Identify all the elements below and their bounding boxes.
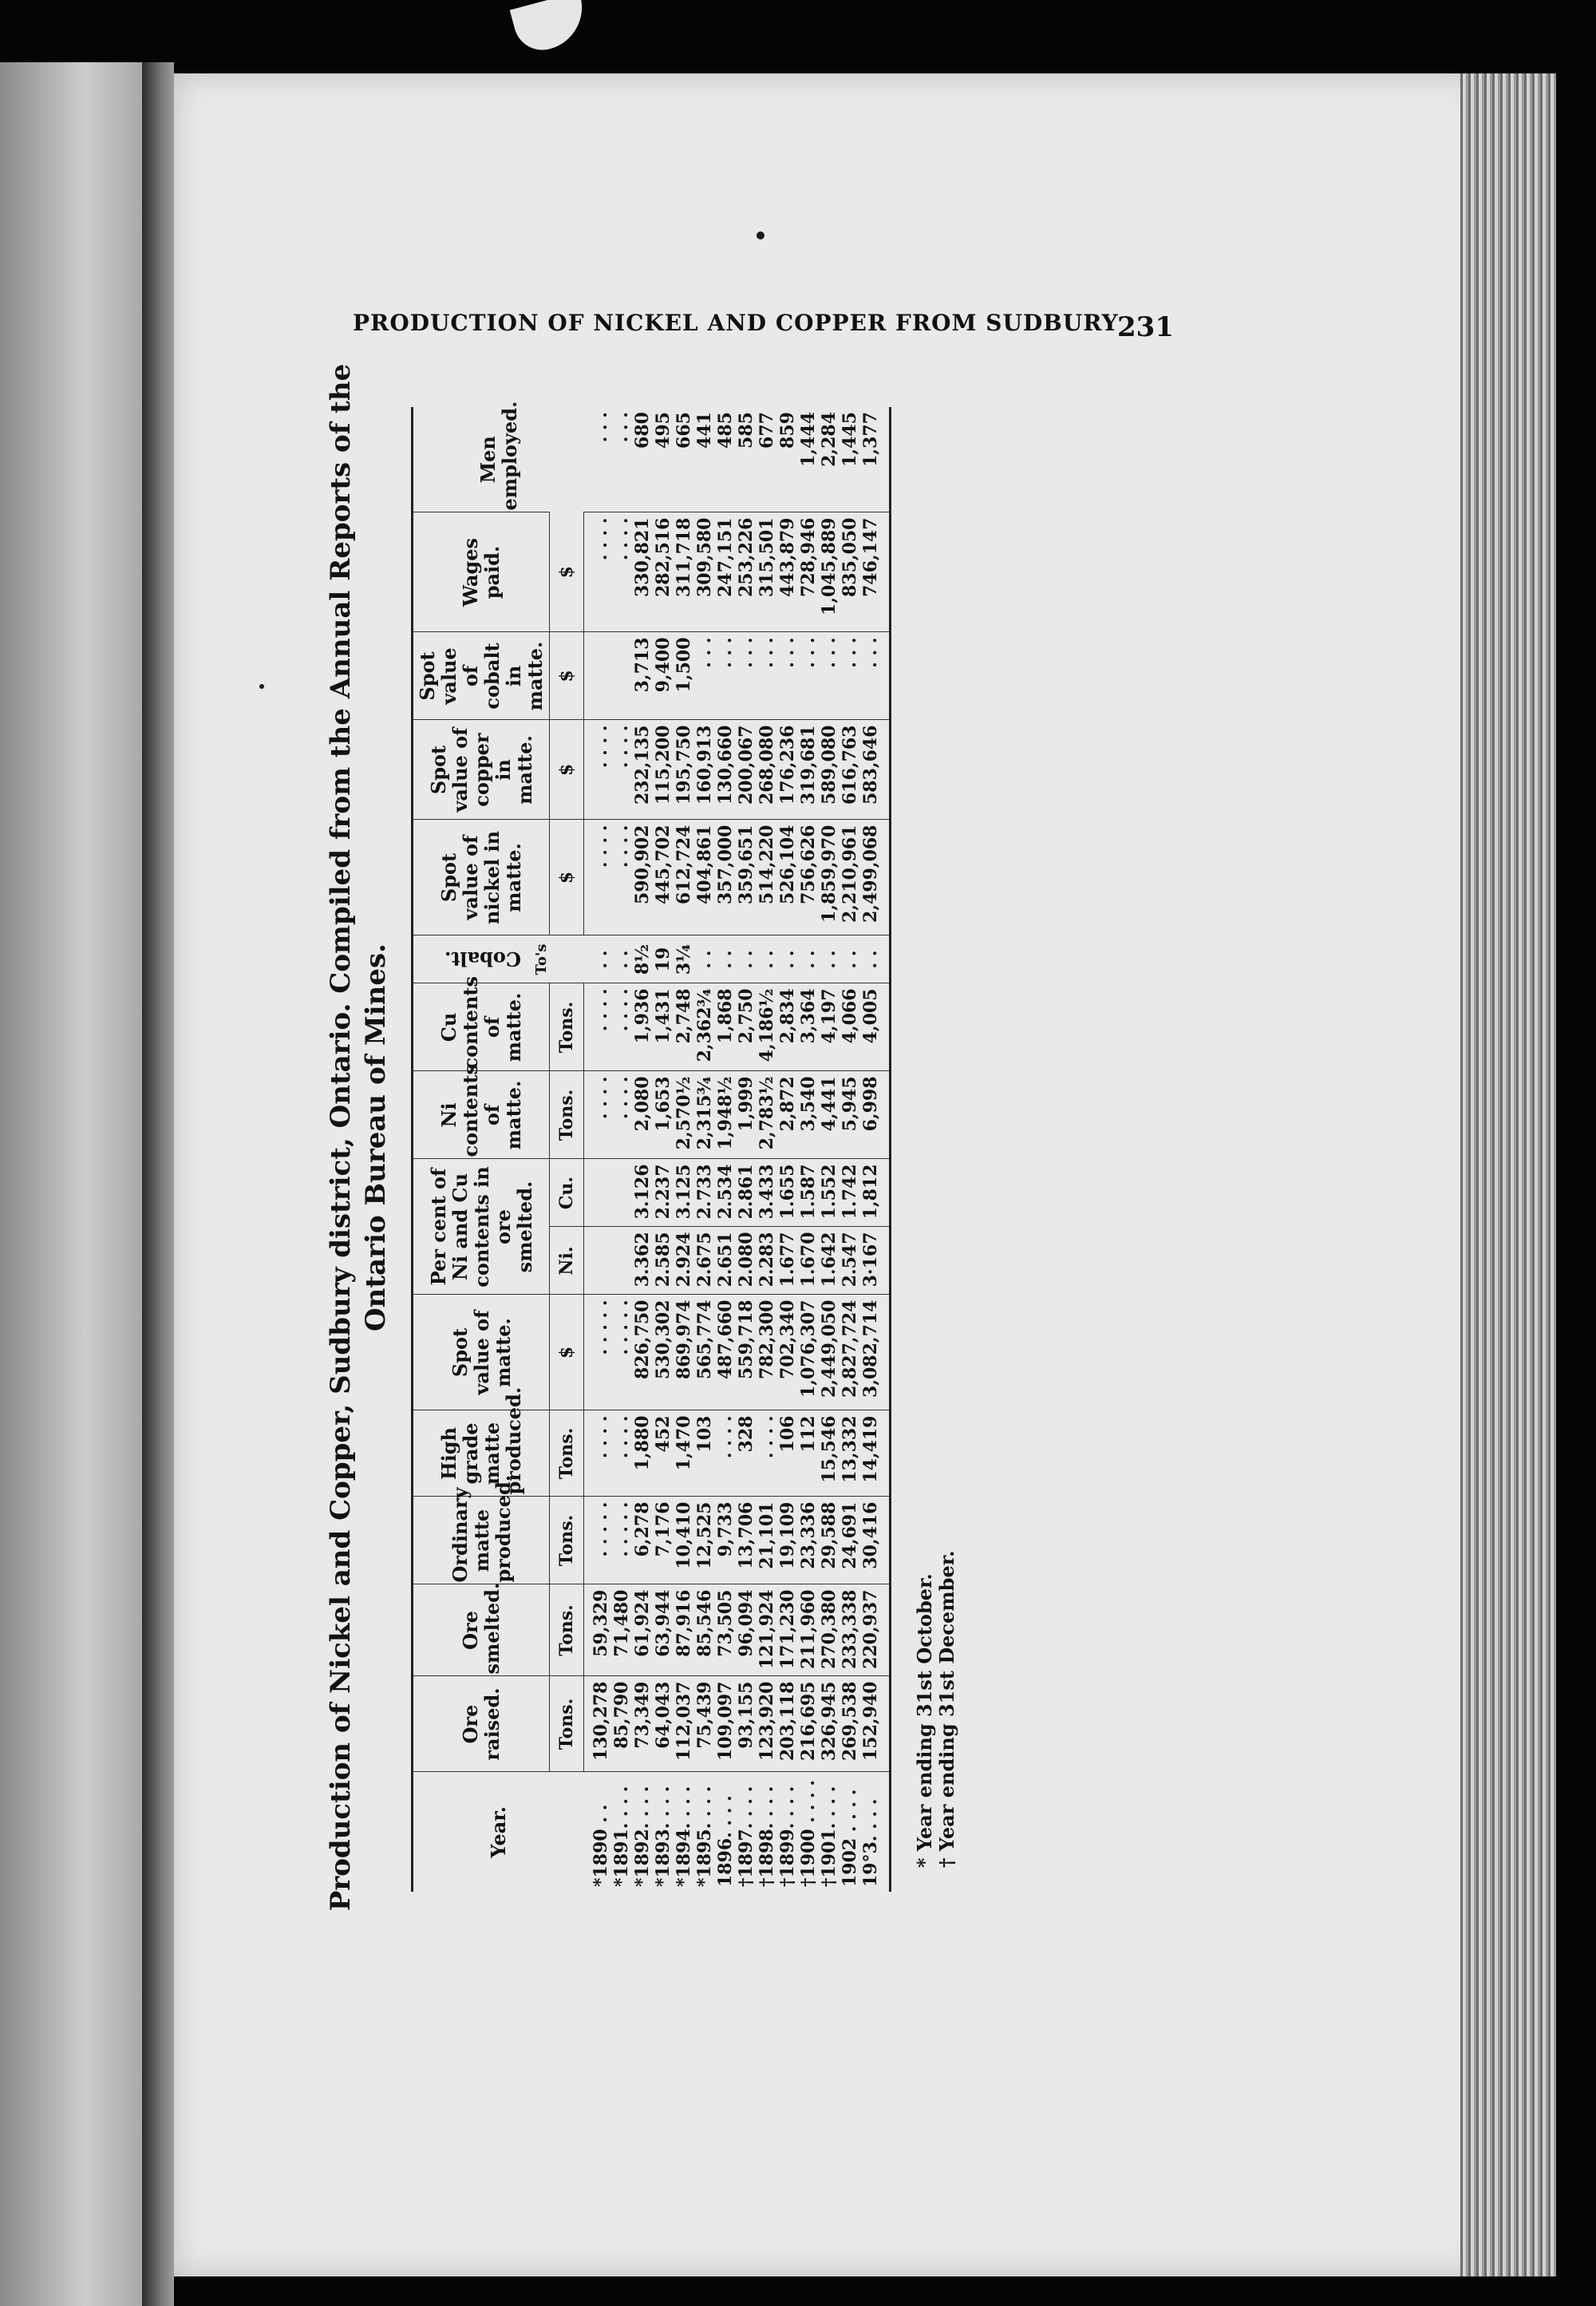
- table-body: [584, 407, 891, 1892]
- cell-cu: [584, 1159, 612, 1227]
- col-ore-smelted-header: Ore smelted.: [413, 1584, 550, 1676]
- cell-cu: 2.861: [736, 1159, 757, 1227]
- cell-ore-raised: 152,940: [860, 1676, 891, 1772]
- cell-men: 485: [715, 412, 736, 449]
- cell-spot-ni: 445,702: [653, 820, 674, 935]
- cell-men: 680: [632, 412, 653, 449]
- cell-cu-cont: 4,197: [819, 983, 839, 1071]
- cell-cu: [611, 1159, 632, 1227]
- unit-dollar: $: [550, 632, 584, 720]
- cell-cobalt: . .: [715, 935, 736, 983]
- cell-spot-ni: 2,499,068: [860, 820, 891, 935]
- cell-spot-cu: 200,067: [736, 720, 757, 820]
- cell-spot-co: . . .: [694, 632, 715, 720]
- cell-ore-raised: 130,278: [584, 1676, 612, 1772]
- col-men-header: Men employed.: [476, 401, 521, 511]
- cell-men: 585: [736, 412, 757, 449]
- cell-ni-cont: 1,948½: [715, 1071, 736, 1159]
- cell-ordinary: 19,109: [777, 1497, 798, 1584]
- cell-year: †1899. . . .: [777, 1772, 798, 1892]
- cell-year: *1893. . . .: [653, 1772, 674, 1892]
- cell-ni-cont: 4,441: [819, 1071, 839, 1159]
- cell-spot-matte: . . . . .: [611, 1295, 632, 1410]
- table-row: [736, 407, 757, 1892]
- cell-ore-smelted: 220,937: [860, 1584, 891, 1676]
- cell-ni-cont: 5,945: [839, 1071, 860, 1159]
- cell-ni: 1.642: [819, 1227, 839, 1295]
- cell-spot-cu: 160,913: [694, 720, 715, 820]
- running-header: PRODUCTION OF NICKEL AND COPPER FROM SUDBURY: [353, 310, 1119, 336]
- cell-ore-raised: 73,349: [632, 1676, 653, 1772]
- cell-cobalt: . .: [584, 935, 612, 983]
- cell-spot-co: [584, 632, 612, 720]
- cell-year: *1892. . . .: [632, 1772, 653, 1892]
- cell-cobalt: . .: [798, 935, 819, 983]
- cell-ordinary: 13,706: [736, 1497, 757, 1584]
- cell-cu-cont: 4,186½: [757, 983, 777, 1071]
- table-row: [632, 407, 653, 1892]
- cell-men: . . .: [611, 412, 632, 443]
- cell-ni: 1.677: [777, 1227, 798, 1295]
- table-row: [839, 407, 860, 1892]
- film-blemish: [510, 0, 591, 57]
- cell-high: 1,880: [632, 1410, 653, 1497]
- table-row: [777, 407, 798, 1892]
- cell-ni: 2.924: [674, 1227, 694, 1295]
- unit-dollar: $: [550, 820, 584, 935]
- cell-ordinary: 21,101: [757, 1497, 777, 1584]
- cell-ordinary: 29,588: [819, 1497, 839, 1584]
- cobalt-unit: To's: [533, 943, 551, 975]
- cell-cu: 3.433: [757, 1159, 777, 1227]
- cell-high: 103: [694, 1410, 715, 1497]
- table-row: [757, 407, 777, 1892]
- cell-spot-matte: 826,750: [632, 1295, 653, 1410]
- cell-spot-matte: 2,449,050: [819, 1295, 839, 1410]
- cell-cobalt: . .: [611, 935, 632, 983]
- unit-tons: Tons.: [550, 1676, 584, 1772]
- cell-ore-raised: 123,920: [757, 1676, 777, 1772]
- cell-spot-co: . . .: [819, 632, 839, 720]
- cell-ni: 2.675: [694, 1227, 715, 1295]
- table-row: [584, 407, 612, 1892]
- cell-spot-co: [611, 632, 632, 720]
- cell-cu-cont: 3,364: [798, 983, 819, 1071]
- cell-spot-cu: . . . .: [584, 720, 612, 820]
- cell-spot-co: . . .: [777, 632, 798, 720]
- cell-high: . . . .: [611, 1410, 632, 1497]
- unit-dollar: $: [550, 512, 584, 632]
- col-wages-header: Wages paid.: [413, 512, 550, 632]
- cell-year: 19°3. . . .: [860, 1772, 891, 1892]
- cell-cu-cont: . . . .: [584, 983, 612, 1071]
- cell-cobalt: 8½: [632, 935, 653, 983]
- cell-ore-smelted: 211,960: [798, 1584, 819, 1676]
- cell-spot-cu: 176,236: [777, 720, 798, 820]
- unit-dollar: $: [550, 1295, 584, 1410]
- cell-cobalt: . .: [839, 935, 860, 983]
- cell-ni-cont: 2,080: [632, 1071, 653, 1159]
- col-cobalt-header: [413, 935, 584, 983]
- cell-ore-smelted: 171,230: [777, 1584, 798, 1676]
- cell-ni: 3·167: [860, 1227, 891, 1295]
- cell-ni: 2.547: [839, 1227, 860, 1295]
- unit-tons: Tons.: [550, 1071, 584, 1159]
- cell-year: *1890 . .: [584, 1772, 612, 1892]
- table-title-line1: Production of Nickel and Copper, Sudbury district, Ontario. Compiled from the Annual Reports of the: [325, 363, 357, 1912]
- cell-ore-smelted: 121,924: [757, 1584, 777, 1676]
- cell-spot-matte: 869,974: [674, 1295, 694, 1410]
- cell-cobalt: . .: [694, 935, 715, 983]
- speck-mark: [757, 231, 764, 239]
- cell-spot-ni: . . . .: [584, 820, 612, 935]
- cell-cu-cont: 4,066: [839, 983, 860, 1071]
- cell-ni-cont: 1,999: [736, 1071, 757, 1159]
- cell-high: . . . .: [715, 1410, 736, 1497]
- cell-high: 1,470: [674, 1410, 694, 1497]
- cell-cu: 2.534: [715, 1159, 736, 1227]
- col-year-header: Year.: [413, 1772, 584, 1892]
- cell-ordinary: 23,336: [798, 1497, 819, 1584]
- cell-year: †1898. . . .: [757, 1772, 777, 1892]
- table-title: [323, 359, 393, 1916]
- cell-cu-cont: 1,936: [632, 983, 653, 1071]
- previous-page-edge: [0, 62, 142, 2306]
- cell-ordinary: 9,733: [715, 1497, 736, 1584]
- cell-cobalt: . .: [860, 935, 891, 983]
- cell-ore-raised: 216,695: [798, 1676, 819, 1772]
- cell-ore-smelted: 96,094: [736, 1584, 757, 1676]
- cell-spot-matte: 782,300: [757, 1295, 777, 1410]
- cell-ni-cont: . . . .: [611, 1071, 632, 1159]
- cell-cu-cont: 2,834: [777, 983, 798, 1071]
- cell-cobalt: . .: [819, 935, 839, 983]
- col-ordinary-matte-header: Ordinary matte produced.: [413, 1497, 550, 1584]
- cell-ore-raised: 85,790: [611, 1676, 632, 1772]
- cell-ni-cont: 1,653: [653, 1071, 674, 1159]
- cell-spot-co: 3,713: [632, 632, 653, 720]
- cell-cobalt: . .: [777, 935, 798, 983]
- cell-ordinary: 24,691: [839, 1497, 860, 1584]
- col-percent-group-header: Per cent of Ni and Cu contents in ore smelted.: [413, 1159, 550, 1295]
- cell-year: †1901. . . .: [819, 1772, 839, 1892]
- cell-ore-smelted: 270,380: [819, 1584, 839, 1676]
- cell-spot-cu: 115,200: [653, 720, 674, 820]
- cell-ni-cont: 2,315¾: [694, 1071, 715, 1159]
- footnote-october: * Year ending 31st October.: [913, 1573, 936, 1868]
- cell-cu: 2.237: [653, 1159, 674, 1227]
- cell-cu-cont: 1,868: [715, 983, 736, 1071]
- cell-wages: 746,147: [860, 512, 891, 632]
- cell-year: †1900 . . . .: [798, 1772, 819, 1892]
- col-ni-header: Ni.: [550, 1227, 584, 1295]
- cell-cu-cont: 4,005: [860, 983, 891, 1071]
- cell-cu-cont: 1,431: [653, 983, 674, 1071]
- cell-spot-cu: 616,763: [839, 720, 860, 820]
- cell-ore-raised: 112,037: [674, 1676, 694, 1772]
- cell-ni: 2.585: [653, 1227, 674, 1295]
- cell-year: *1895. . . .: [694, 1772, 715, 1892]
- cell-spot-matte: . . . . .: [584, 1295, 612, 1410]
- unit-dollar: $: [550, 720, 584, 820]
- table-row: [694, 407, 715, 1892]
- cell-men: 441: [694, 412, 715, 449]
- table-title-line2: Ontario Bureau of Mines.: [360, 943, 392, 1332]
- table-row: [715, 407, 736, 1892]
- cell-ore-smelted: 233,338: [839, 1584, 860, 1676]
- cell-men: 859: [777, 412, 798, 449]
- cell-high: . . . .: [584, 1410, 612, 1497]
- cell-ordinary: . . . . .: [584, 1497, 612, 1584]
- table-row: [653, 407, 674, 1892]
- cell-spot-co: . . .: [715, 632, 736, 720]
- cell-spot-matte: 565,774: [694, 1295, 715, 1410]
- cell-spot-ni: 590,902: [632, 820, 653, 935]
- cell-wages: 443,879: [777, 512, 798, 632]
- cell-cu-cont: 2,362¾: [694, 983, 715, 1071]
- cell-spot-ni: 526,104: [777, 820, 798, 935]
- cell-wages: 728,946: [798, 512, 819, 632]
- cell-spot-ni: . . . .: [611, 820, 632, 935]
- cell-cu: 1,812: [860, 1159, 891, 1227]
- cell-ni-cont: 6,998: [860, 1071, 891, 1159]
- cell-high: 15,546: [819, 1410, 839, 1497]
- cell-men: 1,377: [860, 412, 881, 467]
- cell-men: 1,444: [798, 412, 819, 467]
- cell-high: 328: [736, 1410, 757, 1497]
- production-table: [411, 401, 891, 1892]
- cell-high: 112: [798, 1410, 819, 1497]
- cell-ni-cont: . . . .: [584, 1071, 612, 1159]
- col-cu-header: Cu.: [550, 1159, 584, 1227]
- cell-year: *1891. . . .: [611, 1772, 632, 1892]
- col-high-grade-matte-header: High grade matte produced.: [413, 1410, 550, 1497]
- cell-high: 106: [777, 1410, 798, 1497]
- table-row: [674, 407, 694, 1892]
- cell-ore-raised: 109,097: [715, 1676, 736, 1772]
- cell-spot-matte: 2,827,724: [839, 1295, 860, 1410]
- cell-wages: 1,045,889: [819, 512, 839, 632]
- cell-spot-cu: 195,750: [674, 720, 694, 820]
- cell-ni-cont: 2,570½: [674, 1071, 694, 1159]
- cell-cobalt: 19: [653, 935, 674, 983]
- book-gutter: [142, 62, 174, 2306]
- cell-ore-smelted: 73,505: [715, 1584, 736, 1676]
- cell-ni: 2.283: [757, 1227, 777, 1295]
- cell-wages: 282,516: [653, 512, 674, 632]
- cell-ni: 3.362: [632, 1227, 653, 1295]
- unit-tons: Tons.: [550, 983, 584, 1071]
- cell-men: 677: [757, 412, 777, 449]
- cell-cu: 1.655: [777, 1159, 798, 1227]
- cell-ni-cont: 2,872: [777, 1071, 798, 1159]
- cell-spot-ni: 359,651: [736, 820, 757, 935]
- cell-ore-smelted: 85,546: [694, 1584, 715, 1676]
- table-row: [798, 407, 819, 1892]
- cell-ordinary: 10,410: [674, 1497, 694, 1584]
- cell-high: 14,419: [860, 1410, 891, 1497]
- cell-spot-co: . . .: [798, 632, 819, 720]
- cell-high: 452: [653, 1410, 674, 1497]
- footnote-december: † Year ending 31st December.: [935, 1550, 958, 1868]
- cobalt-label: Cobalt.: [444, 947, 522, 971]
- cell-ni: 1.670: [798, 1227, 819, 1295]
- cell-ni: [584, 1227, 612, 1295]
- cell-cobalt: 3¼: [674, 935, 694, 983]
- cell-spot-ni: 404,861: [694, 820, 715, 935]
- cell-ni: [611, 1227, 632, 1295]
- cell-cobalt: . .: [736, 935, 757, 983]
- speck-mark: [259, 684, 264, 689]
- cell-cu: 2.733: [694, 1159, 715, 1227]
- cell-men: 665: [674, 412, 694, 449]
- table-row: [860, 407, 891, 1892]
- cell-ore-raised: 326,945: [819, 1676, 839, 1772]
- cell-wages: 247,151: [715, 512, 736, 632]
- cell-spot-matte: 1,076,307: [798, 1295, 819, 1410]
- cell-spot-cu: 319,681: [798, 720, 819, 820]
- cell-cu: 3.125: [674, 1159, 694, 1227]
- cell-wages: 311,718: [674, 512, 694, 632]
- cell-spot-co: . . .: [736, 632, 757, 720]
- cell-men: 2,284: [819, 412, 839, 467]
- cell-wages: 309,580: [694, 512, 715, 632]
- cell-cu-cont: 2,748: [674, 983, 694, 1071]
- unit-tons: Tons.: [550, 1584, 584, 1676]
- cell-spot-ni: 612,724: [674, 820, 694, 935]
- cell-ore-smelted: 71,480: [611, 1584, 632, 1676]
- footnotes: [914, 1550, 958, 1868]
- cell-spot-matte: 530,302: [653, 1295, 674, 1410]
- cell-year: 1902 . . . .: [839, 1772, 860, 1892]
- cell-spot-matte: 559,718: [736, 1295, 757, 1410]
- col-ni-contents-header: Ni contents of matte.: [413, 1071, 550, 1159]
- cell-wages: . . . .: [611, 512, 632, 632]
- cell-spot-cu: 589,080: [819, 720, 839, 820]
- cell-wages: 330,821: [632, 512, 653, 632]
- cell-wages: 315,501: [757, 512, 777, 632]
- col-spot-nickel-header: Spot value of nickel in matte.: [413, 820, 550, 935]
- cell-spot-cu: . . . .: [611, 720, 632, 820]
- cell-spot-co: 9,400: [653, 632, 674, 720]
- cell-spot-ni: 357,000: [715, 820, 736, 935]
- cell-ore-raised: 269,538: [839, 1676, 860, 1772]
- cell-high: . . . .: [757, 1410, 777, 1497]
- rotated-table-block: [323, 359, 1001, 1916]
- cell-ordinary: 6,278: [632, 1497, 653, 1584]
- cell-high: 13,332: [839, 1410, 860, 1497]
- cell-cu: 3.126: [632, 1159, 653, 1227]
- page-block-edge: [1460, 73, 1556, 2276]
- cell-ni: 2.080: [736, 1227, 757, 1295]
- col-ore-raised-header: Ore raised.: [413, 1676, 550, 1772]
- cell-ore-smelted: 63,944: [653, 1584, 674, 1676]
- cell-spot-ni: 1,859,970: [819, 820, 839, 935]
- cell-spot-cu: 130,660: [715, 720, 736, 820]
- cell-ni: 2.651: [715, 1227, 736, 1295]
- cell-ordinary: 30,416: [860, 1497, 891, 1584]
- cell-ore-raised: 64,043: [653, 1676, 674, 1772]
- cell-men: . . .: [590, 412, 611, 443]
- cell-spot-co: . . .: [860, 632, 891, 720]
- cell-spot-ni: 2,210,961: [839, 820, 860, 935]
- cell-cu: 1.587: [798, 1159, 819, 1227]
- cell-ni-cont: 3,540: [798, 1071, 819, 1159]
- cell-ordinary: . . . . .: [611, 1497, 632, 1584]
- cell-spot-co: 1,500: [674, 632, 694, 720]
- cell-cu: 1.552: [819, 1159, 839, 1227]
- cell-spot-co: . . .: [757, 632, 777, 720]
- cell-wages: 835,050: [839, 512, 860, 632]
- cell-spot-cu: 232,135: [632, 720, 653, 820]
- cell-cu: 1.742: [839, 1159, 860, 1227]
- cell-ordinary: 12,525: [694, 1497, 715, 1584]
- cell-year: 1896. . . .: [715, 1772, 736, 1892]
- cell-men: 495: [653, 412, 674, 449]
- unit-tons: Tons.: [550, 1410, 584, 1497]
- col-cu-contents-header: Cu contents of matte.: [413, 983, 550, 1071]
- cell-spot-ni: 756,626: [798, 820, 819, 935]
- cell-ordinary: 7,176: [653, 1497, 674, 1584]
- cell-ore-smelted: 87,916: [674, 1584, 694, 1676]
- cell-ore-smelted: 59,329: [584, 1584, 612, 1676]
- cell-men: 1,445: [839, 412, 860, 467]
- cell-year: †1897. . . .: [736, 1772, 757, 1892]
- cell-spot-ni: 514,220: [757, 820, 777, 935]
- cell-ore-smelted: 61,924: [632, 1584, 653, 1676]
- cell-cu-cont: 2,750: [736, 983, 757, 1071]
- table-row: [819, 407, 839, 1892]
- cell-ni-cont: 2,783½: [757, 1071, 777, 1159]
- cell-wages: 253,226: [736, 512, 757, 632]
- cell-spot-matte: 487,660: [715, 1295, 736, 1410]
- cell-cu-cont: . . . .: [611, 983, 632, 1071]
- page-number: 231: [1117, 311, 1174, 343]
- cell-ore-raised: 93,155: [736, 1676, 757, 1772]
- cell-wages: . . . .: [584, 512, 612, 632]
- cell-spot-matte: 3,082,714: [860, 1295, 891, 1410]
- cell-spot-cu: 583,646: [860, 720, 891, 820]
- cell-spot-co: . . .: [839, 632, 860, 720]
- col-spot-cobalt-header: Spot value of cobalt in matte.: [413, 632, 550, 720]
- cell-cobalt: . .: [757, 935, 777, 983]
- cell-spot-matte: 702,340: [777, 1295, 798, 1410]
- cell-ore-raised: 203,118: [777, 1676, 798, 1772]
- cell-ore-raised: 75,439: [694, 1676, 715, 1772]
- col-spot-value-matte-header: Spot value of matte.: [413, 1295, 550, 1410]
- col-spot-copper-header: Spot value of copper in matte.: [413, 720, 550, 820]
- table-row: [611, 407, 632, 1892]
- unit-tons: Tons.: [550, 1497, 584, 1584]
- cell-spot-cu: 268,080: [757, 720, 777, 820]
- cell-year: *1894. . . .: [674, 1772, 694, 1892]
